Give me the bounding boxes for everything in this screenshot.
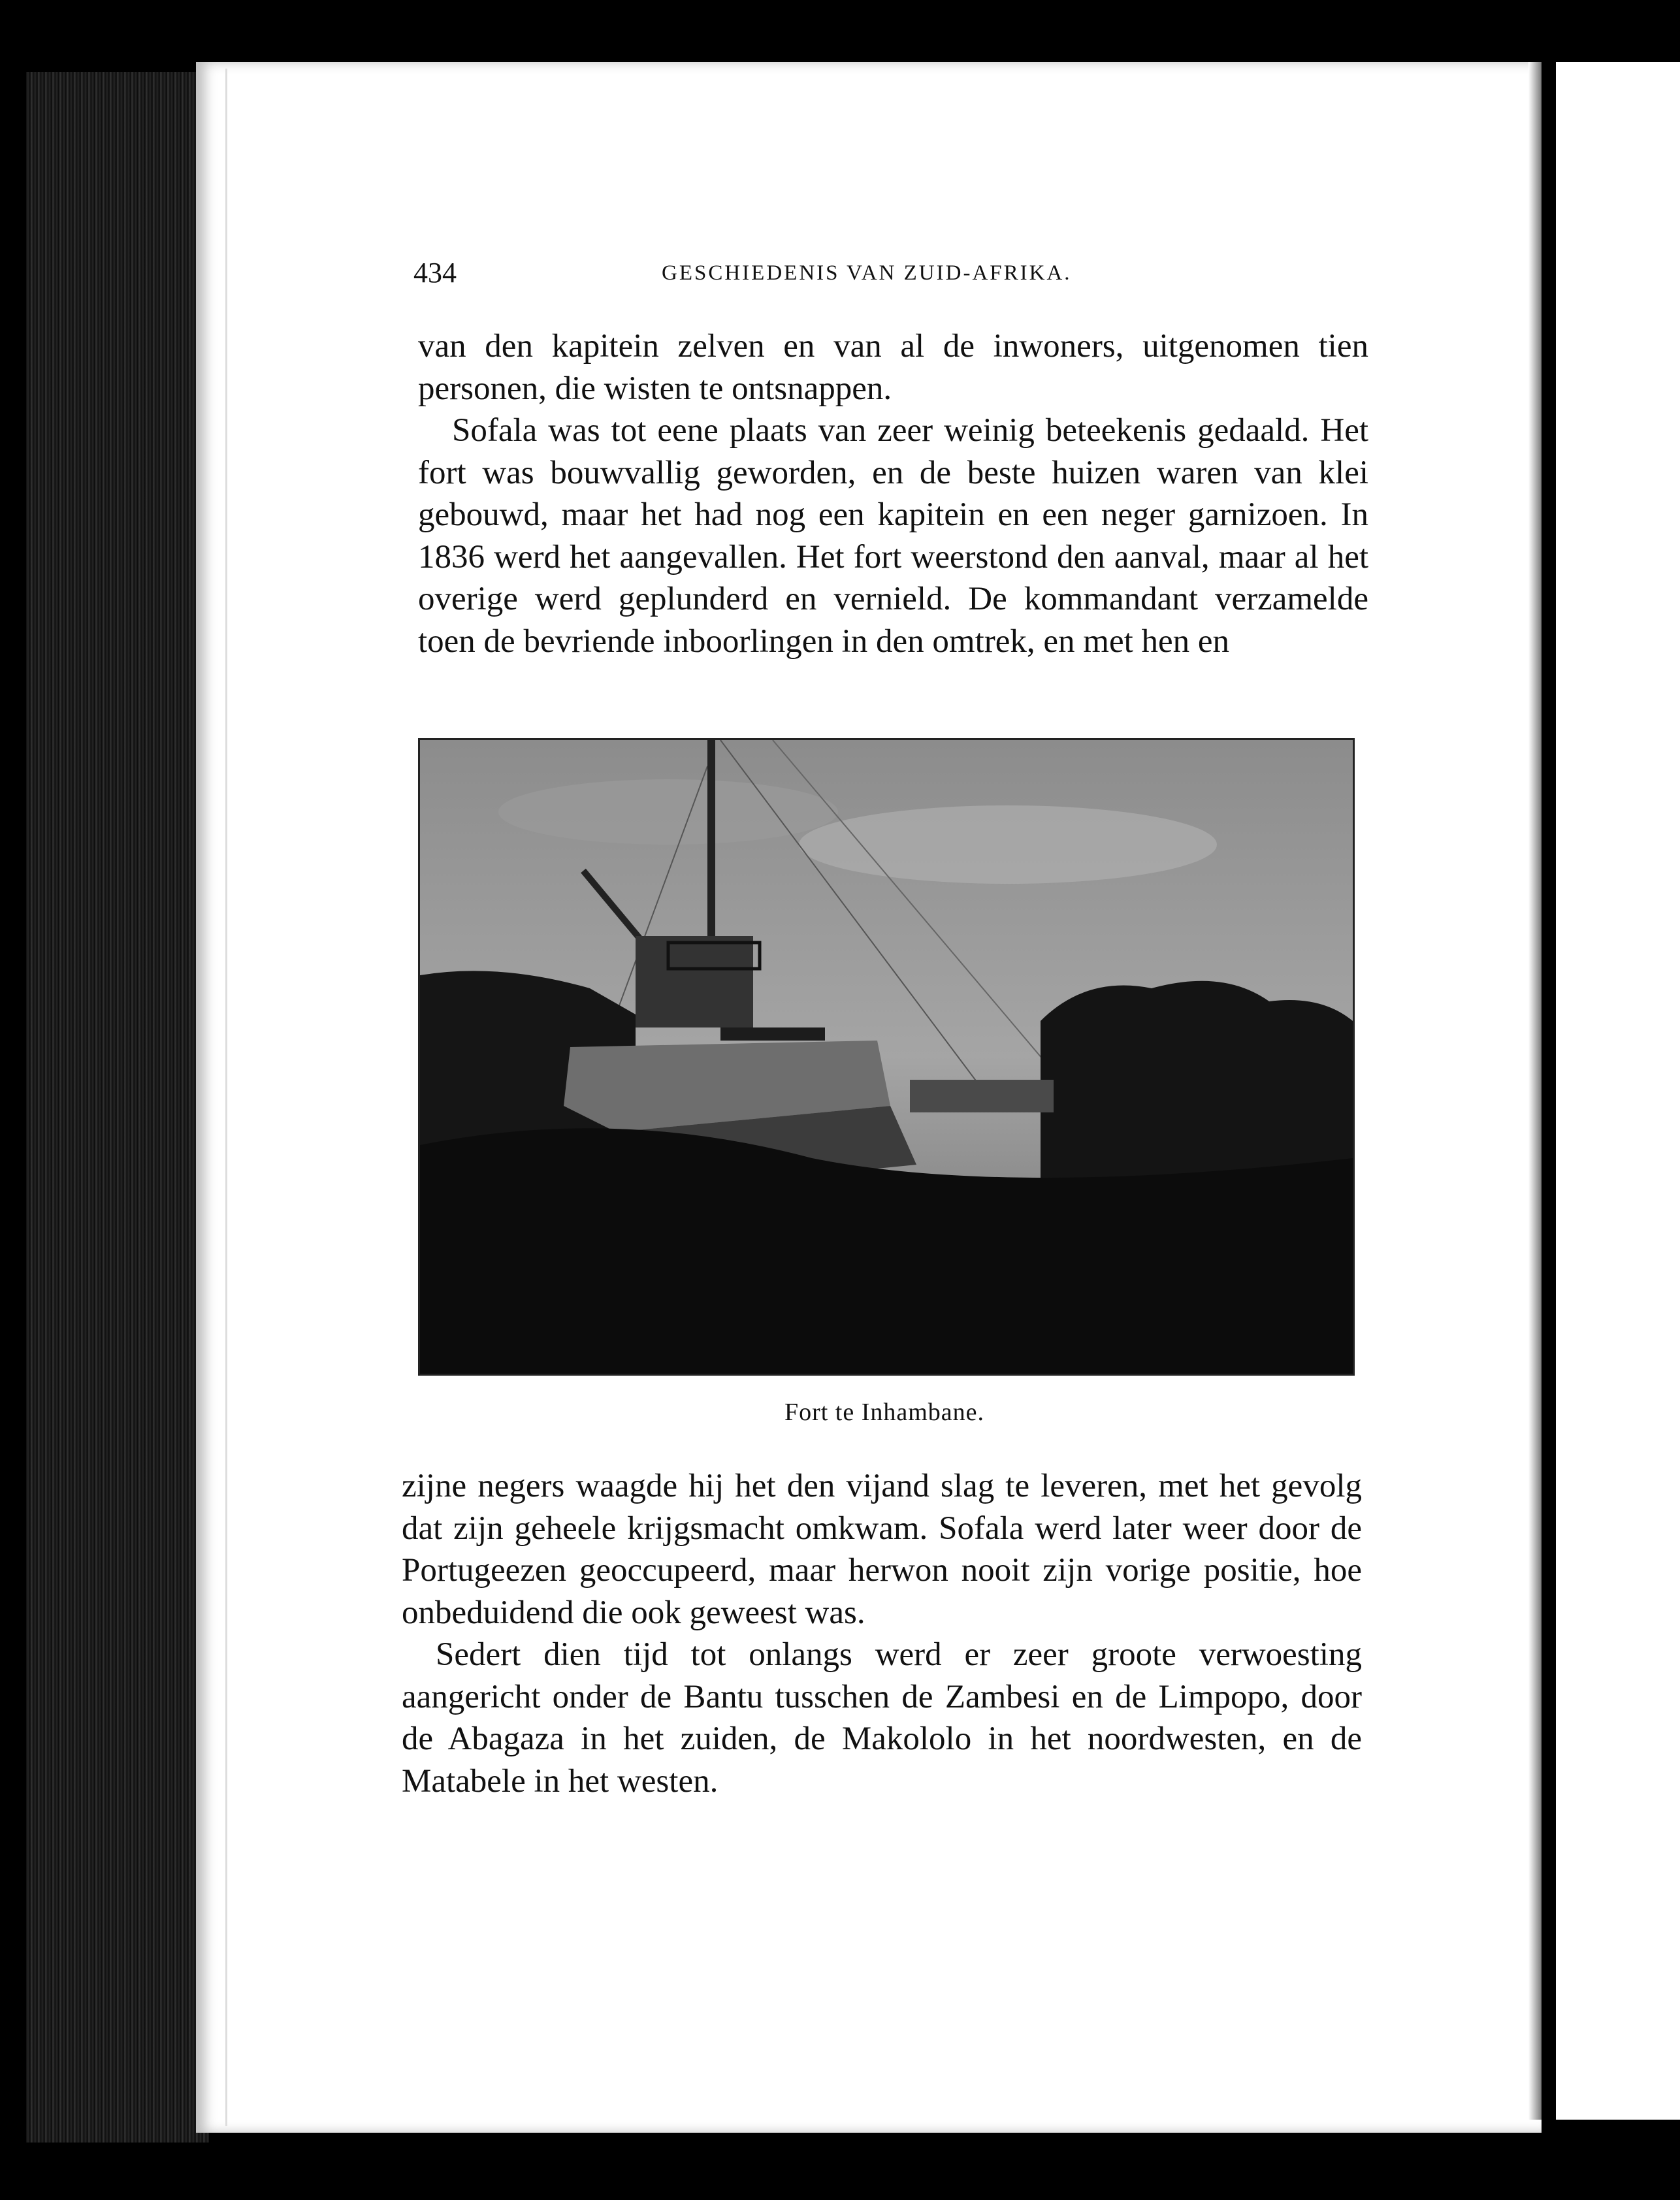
page-number: 434	[413, 257, 457, 289]
running-title: GESCHIEDENIS VAN ZUID-AFRIKA.	[662, 261, 1072, 285]
paragraph-sofala: Sofala was tot eene plaats van zeer weinig beteekenis gedaald. Het fort was bouwvallig geworden, en de beste huizen waren van klei gebouwd, maar het had nog een kapitein en een neger garnizoen. In 1836 werd het aangevallen. Het fort weerstond den aanval, maar al het overige werd geplunderd en vernield. De kommandant verzamelde toen de bevriende inboorlingen in den omtrek, en met hen en	[418, 412, 1368, 660]
body-text-top	[418, 325, 1368, 662]
body-text-bottom	[402, 1465, 1362, 1802]
photo-plate-fort	[418, 738, 1355, 1376]
book-page-edges	[26, 72, 209, 2143]
page-header	[413, 256, 1132, 295]
paragraph-continuation-after-plate: zijne negers waagde hij het den vijand slag te leveren, met het gevolg dat zijn geheele krijgsmacht omkwam. Sofala werd later weer door de Portugeezen geoccupeerd, maar herwon nooit zijn vorige positie, hoe onbeduidend die ook geweest was.	[402, 1468, 1362, 1631]
paragraph-bantu: Sedert dien tijd tot onlangs werd er zeer groote verwoesting aangericht onder de Bantu tusschen de Zambesi en de Limpopo, door de Abagaza in het zuiden, de Makololo in het noordwesten, en de Matabele in het westen.	[402, 1636, 1362, 1800]
paragraph-continuation: van den kapitein zelven en van al de inwoners, uitgenomen tien personen, die wisten te ontsnappen.	[418, 328, 1368, 407]
facing-page-edge	[1542, 62, 1680, 2120]
figure-caption: Fort te Inhambane.	[784, 1399, 985, 1426]
fort-photograph	[420, 740, 1353, 1374]
